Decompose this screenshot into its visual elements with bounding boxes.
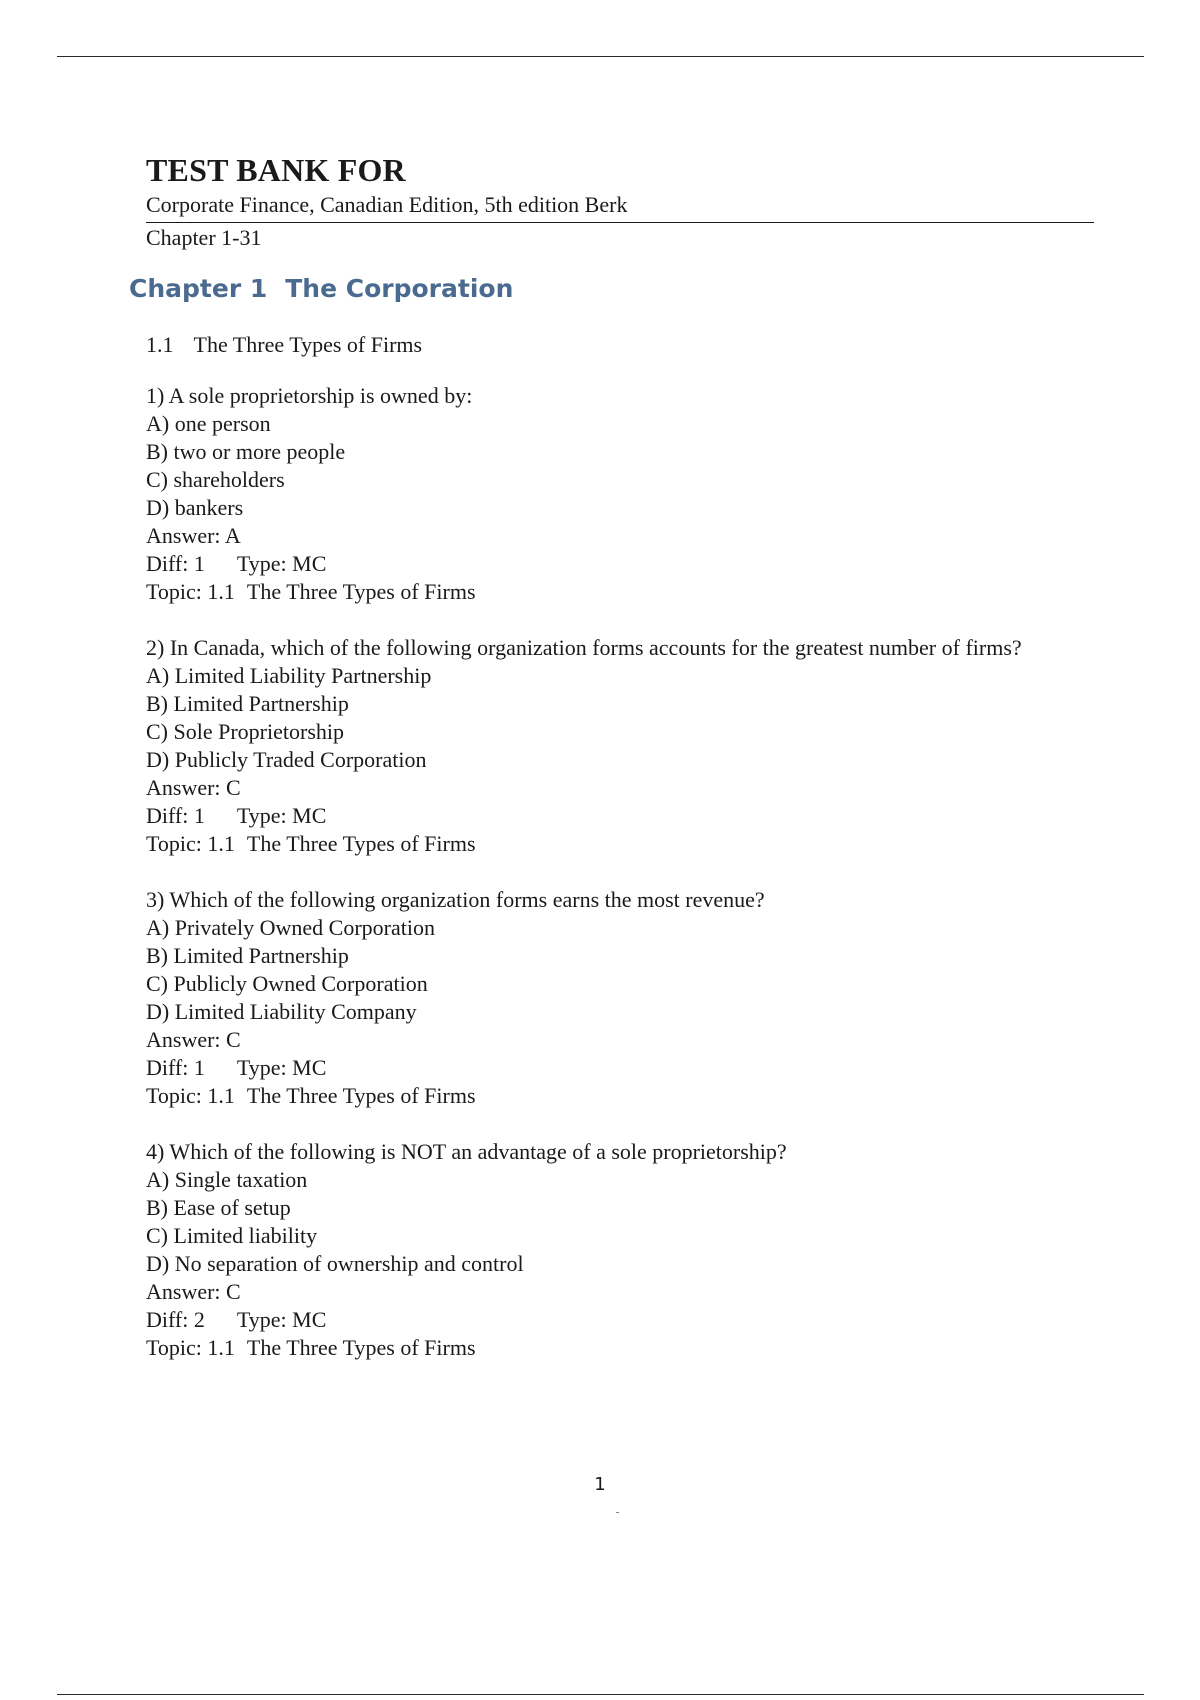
answer-option: A) Limited Liability Partnership — [146, 663, 432, 688]
topic-label: Topic: 1.1 — [146, 1083, 235, 1108]
answer-option: C) Limited liability — [146, 1223, 318, 1248]
topic-text: The Three Types of Firms — [246, 1335, 476, 1360]
section-heading — [146, 331, 1094, 359]
answer-option: B) Limited Partnership — [146, 691, 349, 716]
topic-label: Topic: 1.1 — [146, 1335, 235, 1360]
question-item — [146, 634, 1094, 858]
question-meta — [146, 802, 1094, 830]
answer-option: D) Limited Liability Company — [146, 999, 417, 1024]
question-meta — [146, 1054, 1094, 1082]
question-topic — [146, 1334, 1094, 1362]
answer-option: A) Privately Owned Corporation — [146, 915, 435, 940]
question-type: Type: MC — [236, 1307, 327, 1332]
answer-option: A) Single taxation — [146, 1167, 308, 1192]
question-difficulty: Diff: 1 — [146, 1055, 205, 1080]
answer-option: C) shareholders — [146, 467, 285, 492]
topic-text: The Three Types of Firms — [246, 831, 476, 856]
section-title: The Three Types of Firms — [193, 332, 423, 357]
bottom-page-rule — [57, 1694, 1144, 1695]
top-page-rule — [57, 56, 1144, 57]
question-type: Type: MC — [236, 551, 327, 576]
question-answer: Answer: A — [146, 523, 241, 548]
answer-option: D) Publicly Traded Corporation — [146, 747, 427, 772]
document-subtitle: Corporate Finance, Canadian Edition, 5th edition Berk — [146, 190, 1094, 223]
topic-text: The Three Types of Firms — [246, 579, 476, 604]
question-topic — [146, 1082, 1094, 1110]
answer-option: D) No separation of ownership and control — [146, 1251, 524, 1276]
footer-mark — [616, 1512, 619, 1513]
answer-option: B) Ease of setup — [146, 1195, 291, 1220]
question-stem: 3) Which of the following organization forms earns the most revenue? — [146, 887, 765, 912]
question-type: Type: MC — [236, 803, 327, 828]
question-difficulty: Diff: 1 — [146, 803, 205, 828]
question-type: Type: MC — [236, 1055, 327, 1080]
page-number: 1 — [594, 1474, 606, 1495]
page-content — [129, 150, 1094, 1390]
topic-label: Topic: 1.1 — [146, 831, 235, 856]
question-item — [146, 382, 1094, 606]
question-difficulty: Diff: 1 — [146, 551, 205, 576]
chapter-title: The Corporation — [285, 274, 514, 303]
question-meta — [146, 1306, 1094, 1334]
question-answer: Answer: C — [146, 775, 241, 800]
question-topic — [146, 578, 1094, 606]
question-list — [146, 382, 1094, 1362]
document-chapter-range: Chapter 1-31 — [146, 225, 262, 250]
section-number: 1.1 — [146, 332, 174, 357]
question-item — [146, 886, 1094, 1110]
question-difficulty: Diff: 2 — [146, 1307, 205, 1332]
question-stem: 1) A sole proprietorship is owned by: — [146, 383, 473, 408]
answer-option: B) two or more people — [146, 439, 346, 464]
answer-option: B) Limited Partnership — [146, 943, 349, 968]
question-stem: 4) Which of the following is NOT an advantage of a sole proprietorship? — [146, 1139, 787, 1164]
answer-option: C) Publicly Owned Corporation — [146, 971, 428, 996]
question-answer: Answer: C — [146, 1027, 241, 1052]
document-title: TEST BANK FOR — [146, 152, 406, 188]
chapter-heading — [129, 272, 1094, 306]
question-meta — [146, 550, 1094, 578]
question-stem: 2) In Canada, which of the following organization forms accounts for the greatest number of firms? — [146, 635, 1022, 660]
answer-option: A) one person — [146, 411, 271, 436]
question-answer: Answer: C — [146, 1279, 241, 1304]
question-item — [146, 1138, 1094, 1362]
topic-text: The Three Types of Firms — [246, 1083, 476, 1108]
question-topic — [146, 830, 1094, 858]
topic-label: Topic: 1.1 — [146, 579, 235, 604]
answer-option: D) bankers — [146, 495, 244, 520]
answer-option: C) Sole Proprietorship — [146, 719, 344, 744]
chapter-number: Chapter 1 — [129, 274, 268, 303]
